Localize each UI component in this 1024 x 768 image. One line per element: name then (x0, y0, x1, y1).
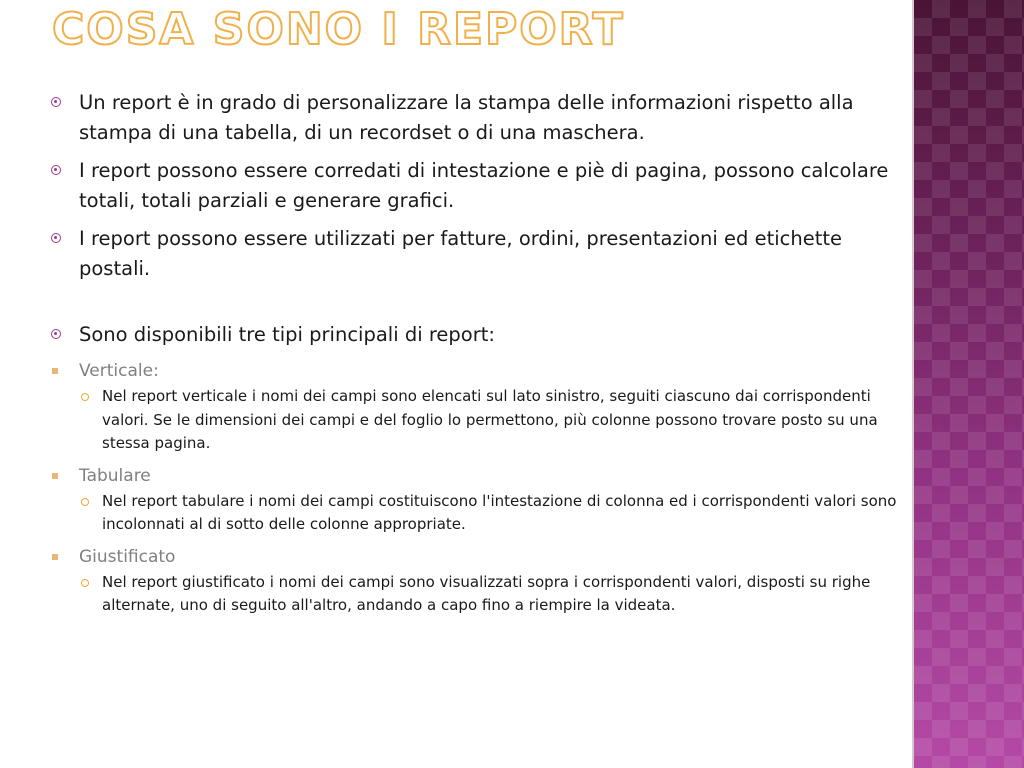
circle-bullet-icon (51, 97, 61, 107)
circle-bullet-icon (51, 165, 61, 175)
slide-content (50, 88, 900, 625)
ring-bullet-icon (81, 393, 89, 401)
report-type-item (50, 544, 900, 570)
square-bullet-icon (52, 554, 58, 560)
ring-bullet-icon (81, 498, 89, 506)
square-bullet-icon (52, 473, 58, 479)
bullet-text: I report possono essere utilizzati per fatture, ordini, presentazioni ed etichette postali. (79, 227, 843, 280)
decorative-sidebar (912, 0, 1024, 768)
circle-bullet-icon (51, 233, 61, 243)
ring-bullet-icon (81, 579, 89, 587)
report-types-list (50, 358, 900, 618)
bullet-item (50, 88, 900, 148)
report-type-description: Nel report giustificato i nomi dei campi sono visualizzati sopra i corrispondenti valori, disposti su righe alternate, uno di seguito all'altro, andando a capo fino a riempire la videata. (102, 572, 871, 614)
report-type-name: Tabulare (79, 465, 151, 486)
report-type-detail (50, 571, 900, 618)
report-type-name: Verticale: (79, 361, 159, 381)
report-type-detail (50, 490, 900, 537)
report-type-description: Nel report tabulare i nomi dei campi costituiscono l'intestazione di colonna ed i corrispondenti valori sono incolonnati al di sotto delle colonne appropriate. (102, 491, 897, 533)
bullet-item (50, 224, 900, 284)
detail-item (78, 490, 900, 537)
square-bullet-icon (52, 368, 58, 374)
bullet-text: Un report è in grado di personalizzare la stampa delle informazioni rispetto alla stampa di una tabella, di un recordset o di una maschera. (79, 91, 854, 144)
report-type-item (50, 463, 900, 489)
report-type-name: Giustificato (79, 546, 176, 567)
types-intro-text: Sono disponibili tre tipi principali di report: (79, 323, 495, 346)
report-type-detail (50, 385, 900, 456)
detail-item (78, 385, 900, 456)
detail-item (78, 571, 900, 618)
slide-title: COSA SONO I REPORT (52, 4, 625, 55)
report-type-description: Nel report verticale i nomi dei campi sono elencati sul lato sinistro, seguiti ciascuno dai corrispondenti valori. Se le dimensioni dei campi e del foglio lo permettono, più colonne possono trovare posto su una stessa pagina. (102, 387, 878, 452)
diamond-pattern (914, 0, 1024, 768)
circle-bullet-icon (51, 329, 61, 339)
bullet-list (50, 88, 900, 350)
bullet-item-types (50, 320, 900, 350)
bullet-text: I report possono essere corredati di intestazione e piè di pagina, possono calcolare totali, totali parziali e generare grafici. (79, 159, 889, 212)
report-type-item (50, 358, 900, 384)
bullet-item (50, 156, 900, 216)
